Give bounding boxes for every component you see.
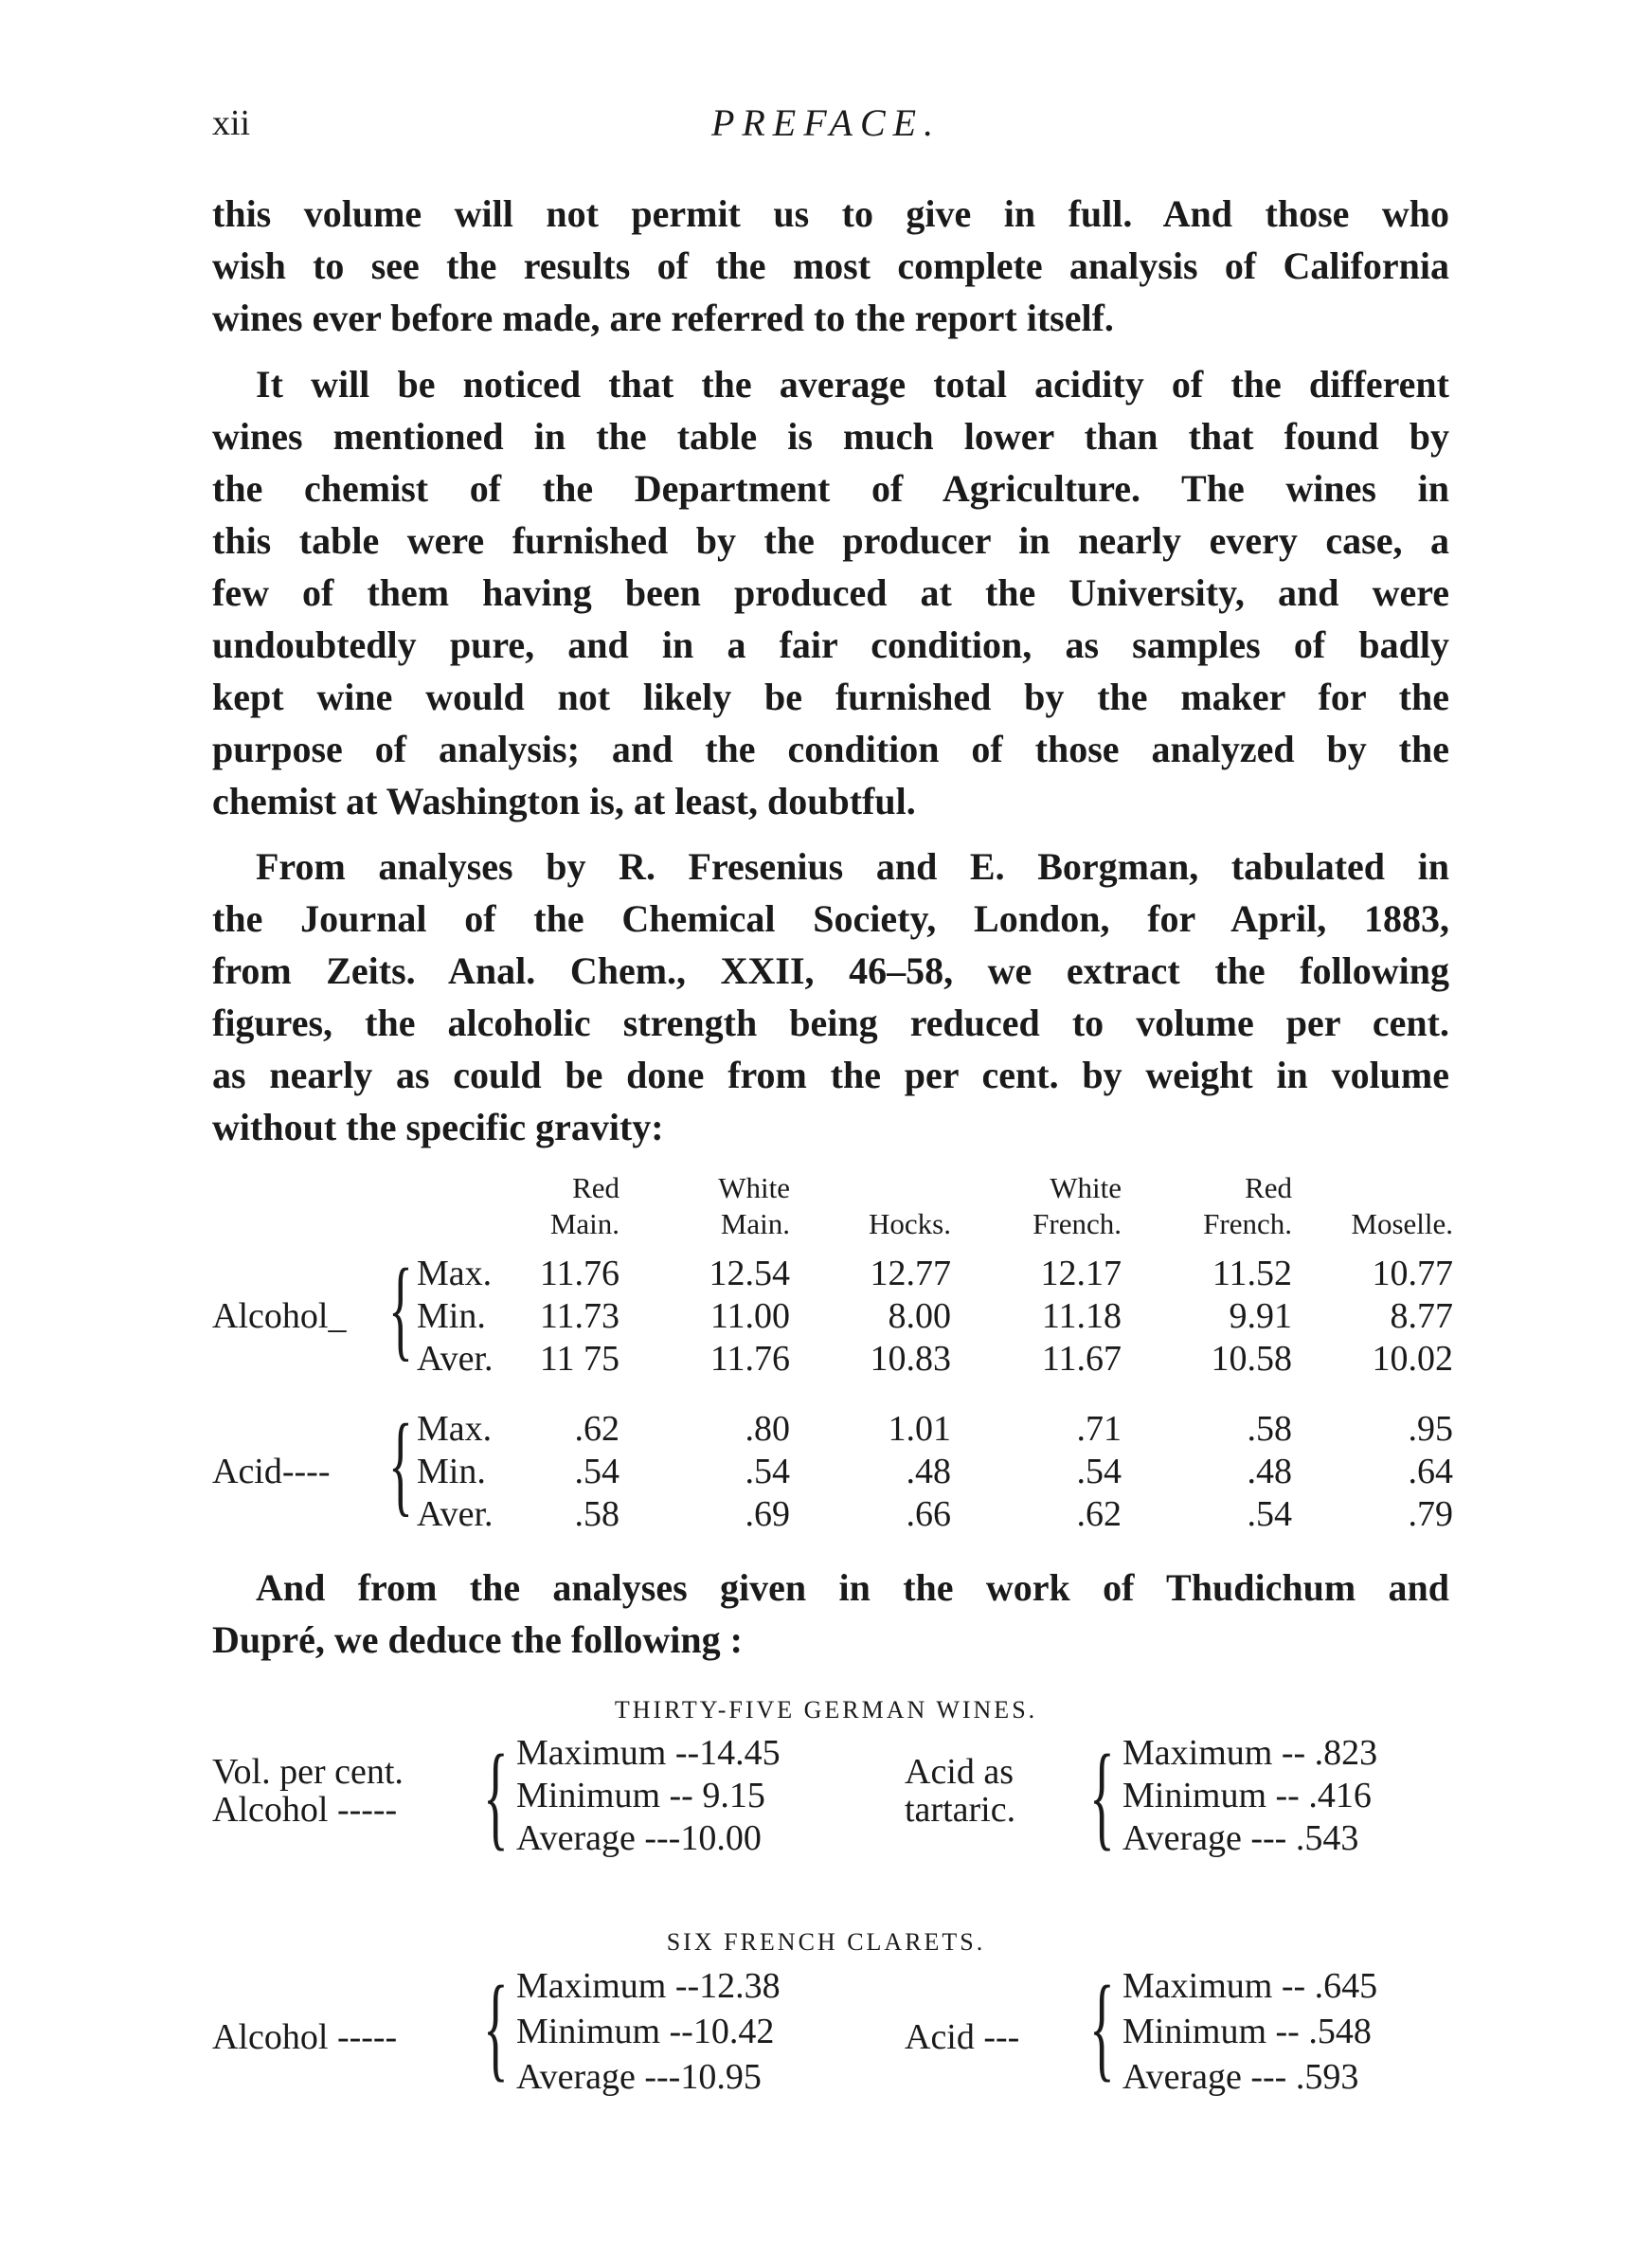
running-title: PREFACE. [710, 101, 942, 144]
table-cell: 11.73 [539, 1296, 620, 1336]
text-line: the chemist of the Department of Agriculture. The wines in [212, 467, 1449, 510]
table-cell: .58 [574, 1494, 620, 1534]
table-cell: 12.17 [1040, 1254, 1122, 1293]
caption-french-clarets: SIX FRENCH CLARETS. [666, 1928, 986, 1956]
table-cell: .54 [1247, 1494, 1292, 1534]
table-cell: 11.76 [539, 1254, 620, 1293]
row-name: Min. [417, 1452, 486, 1491]
table-cell: .69 [745, 1494, 790, 1534]
text-line: chemist at Washington is, at least, doubtful. [212, 780, 916, 822]
text-line: kept wine would not likely be furnished by the maker for the [212, 676, 1449, 718]
row-name: Max. [417, 1254, 493, 1293]
text-line: Dupré, we deduce the following : [212, 1618, 743, 1661]
paragraph-4 [212, 1562, 1449, 1666]
column-header-line: Moselle. [1351, 1207, 1453, 1240]
column-header [1311, 1170, 1453, 1242]
group-label-text: Acid [212, 1452, 282, 1491]
column-header-line [1311, 1170, 1453, 1206]
table-cell: 11.18 [1041, 1296, 1122, 1336]
brace: { [1089, 1962, 1115, 2092]
column-header-line: French. [1203, 1207, 1292, 1240]
column-header [989, 1170, 1122, 1242]
table-cell: 10.83 [870, 1339, 951, 1379]
table-cell: .54 [745, 1452, 790, 1491]
value-row: Minimum -- .416 [1122, 1776, 1372, 1815]
label-text: Alcohol [212, 2017, 329, 2057]
table-cell: .95 [1408, 1409, 1453, 1449]
group-label-alcohol: Alcohol_ [212, 1296, 347, 1336]
table-cell: 10.02 [1372, 1339, 1453, 1379]
page-number: xii [212, 103, 251, 143]
text-line: undoubtedly pure, and in a fair condition, as samples of badly [212, 623, 1449, 666]
row-name: Aver. [417, 1494, 494, 1534]
row-name: Max. [417, 1409, 493, 1449]
alcohol-label [212, 1753, 404, 1829]
table-cell: .48 [906, 1452, 951, 1491]
text-line: figures, the alcoholic strength being reduced to volume per cent. [212, 1002, 1449, 1044]
column-header-line: Red [1245, 1171, 1292, 1204]
column-header [515, 1170, 620, 1242]
acid-values [1122, 1732, 1377, 1860]
text-line: purpose of analysis; and the condition of those analyzed by the [212, 728, 1449, 770]
group-label-text: Alcohol [212, 1296, 329, 1336]
label-text: Alcohol [212, 1790, 329, 1830]
column-header-line: White [718, 1171, 790, 1204]
text-line: without the specific gravity: [212, 1106, 664, 1148]
value-row: Minimum -- 9.15 [516, 1776, 765, 1815]
group-label-acid: Acid---- [212, 1452, 331, 1491]
table-cell: .62 [1076, 1494, 1122, 1534]
value-row: Maximum -- .823 [1122, 1733, 1378, 1773]
row-name: Aver. [417, 1339, 494, 1379]
brace: { [1089, 1731, 1115, 1861]
paragraph-1 [212, 188, 1449, 344]
value-row: Average --- .543 [1122, 1818, 1359, 1858]
column-header-line: White [1050, 1171, 1122, 1204]
label-line: Vol. per cent. [212, 1752, 404, 1792]
table-cell: .79 [1408, 1494, 1453, 1534]
column-header-line: French. [1032, 1207, 1122, 1240]
text-line: wish to see the results of the most complete analysis of California [212, 244, 1449, 287]
table-cell: 11.67 [1041, 1339, 1122, 1379]
value-row: Average --- .593 [1122, 2057, 1359, 2097]
value-row: Average ---10.00 [516, 1818, 762, 1858]
column-header-line [837, 1170, 951, 1206]
table-cell: .71 [1076, 1409, 1122, 1449]
acid-label [905, 1753, 1015, 1829]
column-header [837, 1170, 951, 1242]
table-cell: 11.00 [709, 1296, 790, 1336]
column-header-line: Hocks. [869, 1207, 951, 1240]
value-row: Average ---10.95 [516, 2057, 762, 2097]
text-line: as nearly as could be done from the per cent. by weight in volume [212, 1054, 1449, 1096]
paragraph-3 [212, 840, 1449, 1153]
text-line: this volume will not permit us to give in full. And those who [212, 192, 1449, 235]
table-cell: 12.77 [870, 1254, 951, 1293]
acid-label: Acid --- [905, 2017, 1020, 2057]
table-cell: .48 [1247, 1452, 1292, 1491]
table-cell: 10.77 [1372, 1254, 1453, 1293]
text-line: from Zeits. Anal. Chem., XXII, 46–58, we extract the following [212, 949, 1449, 992]
column-header-line: Main. [720, 1207, 790, 1240]
text-line: this table were furnished by the producer in nearly every case, a [212, 519, 1449, 562]
column-header [1159, 1170, 1292, 1242]
table-cell: .62 [574, 1409, 620, 1449]
brace: { [483, 1962, 509, 2092]
alcohol-values [516, 1732, 781, 1860]
column-header-line: Main. [549, 1207, 620, 1240]
value-row: Minimum --10.42 [516, 2012, 775, 2051]
text-line: few of them having been produced at the University, and were [212, 571, 1449, 614]
acid-values [1122, 1963, 1377, 2100]
table-cell: .80 [745, 1409, 790, 1449]
table-cell: 10.58 [1211, 1339, 1292, 1379]
column-header-line: Red [572, 1171, 620, 1204]
table-cell: 8.77 [1390, 1296, 1453, 1336]
alcohol-label: Alcohol ----- [212, 2017, 398, 2057]
caption-german-wines: THIRTY-FIVE GERMAN WINES. [614, 1696, 1038, 1724]
table-cell: .54 [574, 1452, 620, 1491]
label-text: Acid [905, 2017, 975, 2057]
brace: { [388, 1245, 413, 1371]
table-cell: .66 [906, 1494, 951, 1534]
brace: { [388, 1400, 413, 1526]
table-cell: 11.76 [709, 1339, 790, 1379]
label-line: Alcohol ----- [212, 1790, 398, 1830]
column-header [676, 1170, 790, 1242]
text-line: And from the analyses given in the work of Thudichum and [256, 1566, 1449, 1609]
value-row: Minimum -- .548 [1122, 2012, 1372, 2051]
value-row: Maximum -- .645 [1122, 1966, 1378, 2006]
value-row: Maximum --14.45 [516, 1733, 781, 1773]
table-cell: 11.52 [1212, 1254, 1292, 1293]
text-line: wines ever before made, are referred to the report itself. [212, 297, 1114, 339]
text-line: the Journal of the Chemical Society, London, for April, 1883, [212, 897, 1449, 940]
value-row: Maximum --12.38 [516, 1966, 781, 2006]
text-line: It will be noticed that the average total acidity of the different [256, 363, 1449, 406]
row-name: Min. [417, 1296, 486, 1336]
table-cell: 12.54 [709, 1254, 790, 1293]
text-line: wines mentioned in the table is much lower than that found by [212, 415, 1449, 458]
wine-analysis-table [212, 1170, 1453, 1549]
table-cell: 8.00 [888, 1296, 951, 1336]
table-cell: .58 [1247, 1409, 1292, 1449]
label-line: tartaric. [905, 1790, 1016, 1830]
table-cell: .64 [1408, 1452, 1453, 1491]
label-line: Acid as [905, 1752, 1015, 1792]
table-cell: 9.91 [1229, 1296, 1292, 1336]
paragraph-2 [212, 358, 1449, 827]
table-cell: 11 75 [539, 1339, 620, 1379]
table-cell: 1.01 [888, 1409, 951, 1449]
brace: { [483, 1731, 509, 1861]
alcohol-values [516, 1963, 781, 2100]
text-line: From analyses by R. Fresenius and E. Borgman, tabulated in [256, 845, 1449, 888]
table-cell: .54 [1076, 1452, 1122, 1491]
